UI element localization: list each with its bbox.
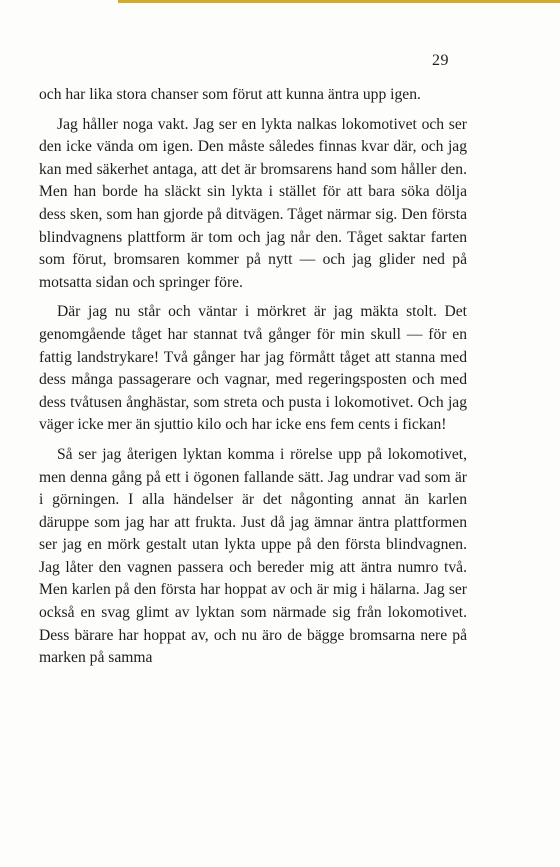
body-text [39,84,467,677]
paragraph-4: Så ser jag återigen lyktan komma i rörelse upp på lokomotivet, men denna gång på ett i ögonen fallande sätt. Jag undrar vad som är i görningen. I alla händelser är det någonting annat än karlen däruppe som jag har att frukta. Just då jag ämnar äntra plattformen ser jag en mörk gestalt utan lykta uppe på den första blindvagnen. Jag låter den vagnen passera och bereder mig att äntra numro två. Men karlen på den första har hoppat av och är mig i hälarna. Jag ser också en svag glimt av lyktan som närmade sig från lokomotivet. Dess bärare har hoppat av, och nu äro de bägge bromsarna nere på marken på samma [39,445,467,667]
paragraph-2: Jag håller noga vakt. Jag ser en lykta nalkas lokomotivet och ser den icke vända om igen. Den måste således finnas kvar där, och jag kan med säkerhet antaga, att det är bromsarens hand som håller den. Men han borde ha släckt sin lykta i stället för att bara söka dölja dess sken, som han gjorde på ditvägen. Tåget närmar sig. Den första blindvagnens plattform är tom och jag når den. Tåget saktar farten som förut, bromsaren kommer på nytt — och jag glider ned på motsatta sidan och springer före. [39,115,467,291]
paragraph-3: Där jag nu står och väntar i mörkret är jag mäkta stolt. Det genomgående tåget har stannat två gånger för min skull — för en fattig landstrykare! Två gånger har jag förmått tåget att stanna med dess många passagerare och vagnar, med regeringsposten och med dess tvåtusen ånghästar, som streta och pusta i lokomotivet. Och jag väger icke mer än sjuttio kilo och har icke ens fem cents i fickan! [39,303,467,434]
page-number: 29 [432,52,449,69]
top-edge-rule [118,0,560,3]
paragraph-1: och har lika stora chanser som förut att kunna äntra upp igen. [39,86,421,103]
